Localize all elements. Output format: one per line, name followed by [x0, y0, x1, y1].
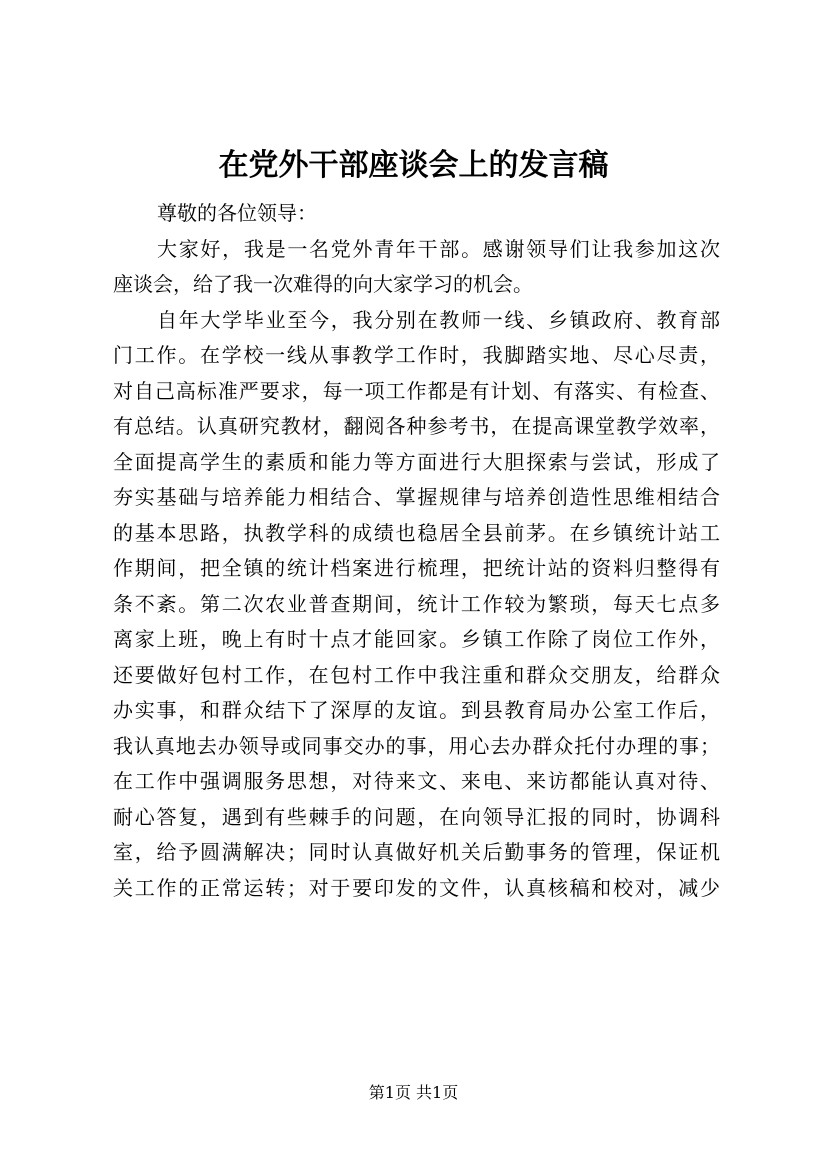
text-line: 离家上班，晚上有时十点才能回家。乡镇工作除了岗位工作外， [113, 627, 720, 651]
text-line: 座谈会，给了我一次难得的向大家学习的机会。 [113, 272, 533, 296]
document-body [113, 196, 720, 906]
document-title: 在党外干部座谈会上的发言稿 [218, 148, 609, 183]
text-line: 尊敬的各位领导： [157, 201, 317, 225]
text-line: 全面提高学生的素质和能力等方面进行大胆探索与尝试，形成了 [113, 449, 720, 474]
text-line: 夯实基础与培养能力相结合、掌握规律与培养创造性思维相结合 [113, 485, 720, 509]
text-line: 我认真地去办领导或同事交办的事，用心去办群众托付办理的事； [113, 733, 720, 758]
text-line: 有总结。认真研究教材，翻阅各种参考书，在提高课堂教学效率， [113, 414, 720, 438]
text-line: 室，给予圆满解决；同时认真做好机关后勤事务的管理，保证机 [113, 840, 720, 864]
text-line: 条不紊。第二次农业普查期间，统计工作较为繁琐，每天七点多 [113, 591, 720, 616]
text-line: 还要做好包村工作，在包村工作中我注重和群众交朋友，给群众 [113, 662, 720, 687]
text-line: 大家好，我是一名党外青年干部。感谢领导们让我参加这次 [157, 236, 720, 261]
text-line: 对自己高标准严要求，每一项工作都是有计划、有落实、有检查、 [113, 378, 720, 403]
text-line: 作期间，把全镇的统计档案进行梳理，把统计站的资料归整得有 [113, 556, 720, 580]
text-line: 关工作的正常运转；对于要印发的文件，认真核稿和校对，减少 [113, 875, 720, 900]
text-line: 门工作。在学校一线从事教学工作时，我脚踏实地、尽心尽责， [113, 343, 720, 367]
text-line: 办实事，和群众结下了深厚的友谊。到县教育局办公室工作后， [113, 698, 720, 722]
text-line: 自年大学毕业至今，我分别在教师一线、乡镇政府、教育部 [157, 307, 720, 332]
text-line: 耐心答复，遇到有些棘手的问题，在向领导汇报的同时，协调科 [113, 804, 720, 829]
text-line: 的基本思路，执教学科的成绩也稳居全县前茅。在乡镇统计站工 [113, 520, 720, 545]
page-footer: 第1页 共1页 [368, 1083, 459, 1102]
text-line: 在工作中强调服务思想，对待来文、来电、来访都能认真对待、 [113, 769, 720, 793]
